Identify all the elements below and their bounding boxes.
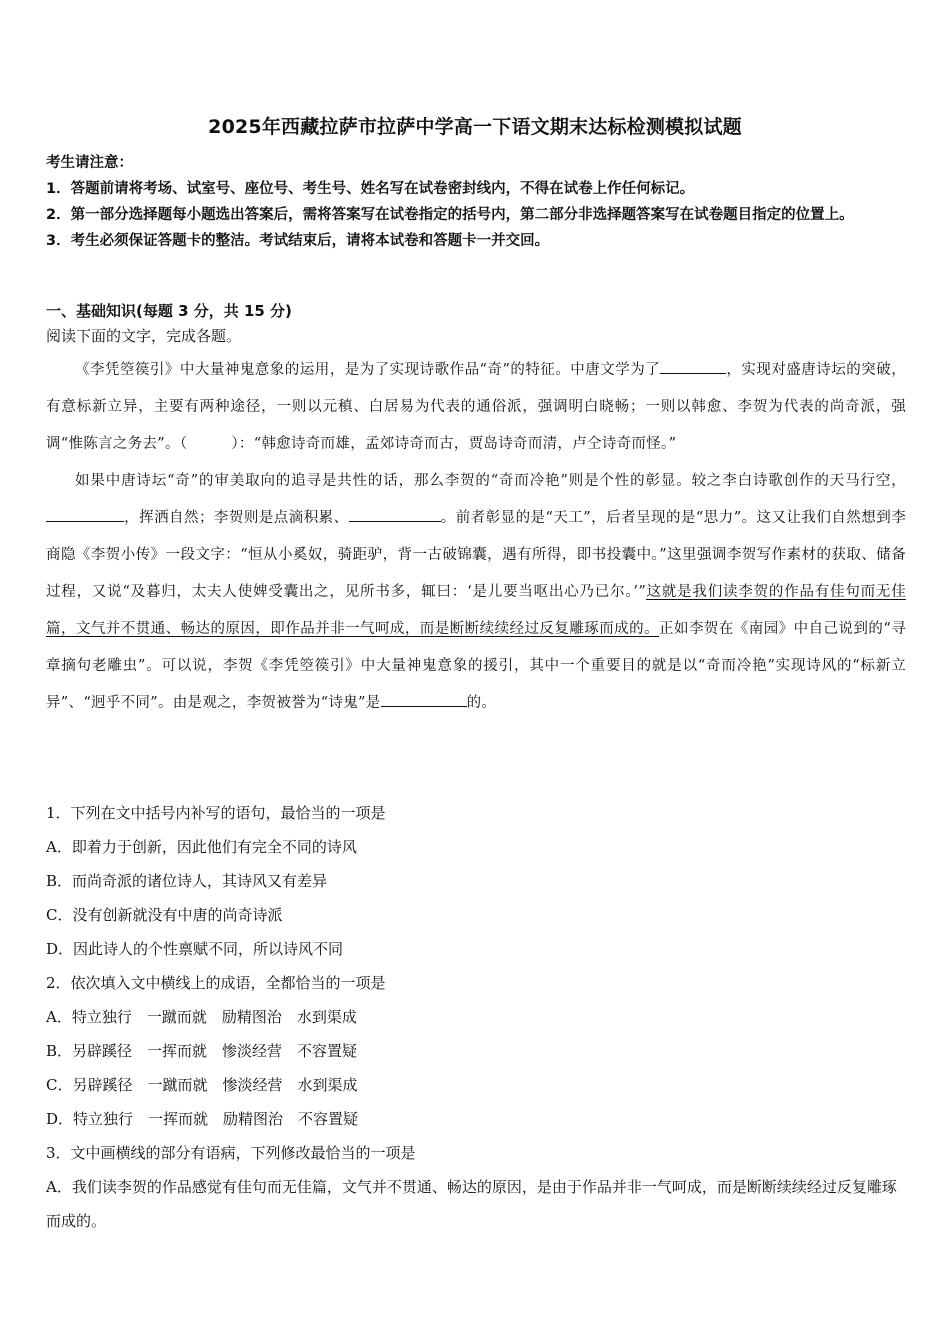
- fill-blank: [46, 507, 124, 522]
- fill-blank: [660, 359, 726, 374]
- section-intro: 阅读下面的文字，完成各题。: [46, 327, 242, 345]
- question-option: D．因此诗人的个性禀赋不同，所以诗风不同: [46, 940, 344, 958]
- question-option: A．特立独行 一蹴而就 励精图治 水到渠成: [46, 1008, 357, 1026]
- section-heading: 一、基础知识(每题 3 分，共 15 分): [46, 302, 292, 320]
- question-option: A．即着力于创新，因此他们有完全不同的诗风: [46, 838, 357, 856]
- notice-item: 1．答题前请将考场、试室号、座位号、考生号、姓名写在试卷密封线内，不得在试卷上作任何标记。: [46, 181, 695, 197]
- question-list: [46, 796, 906, 1238]
- passage-text: 的。: [466, 695, 497, 711]
- underlined-sentence: 这就是我们读李贺的作品有佳句而无佳篇，文气并不贯通、畅达的原因，即作品并非一气呵成，而是断断续续经过反复雕琢而成的。: [46, 584, 906, 637]
- notice-item: 2．第一部分选择题每小题选出答案后，需将答案写在试卷指定的括号内，第二部分非选择题答案写在试卷题目指定的位置上。: [46, 207, 854, 223]
- passage-text: 如果中唐诗坛“奇”的审美取向的追寻是共性的话，那么李贺的“奇而冷艳”则是个性的彰显。较之李白诗歌创作的天马行空，: [75, 473, 906, 489]
- passage-paragraph-2: [46, 463, 906, 722]
- question-option: C．没有创新就没有中唐的尚奇诗派: [46, 906, 283, 924]
- question-stem: 3．文中画横线的部分有语病，下列修改最恰当的一项是: [46, 1144, 416, 1162]
- question-stem: 1．下列在文中括号内补写的语句，最恰当的一项是: [46, 804, 386, 822]
- passage-paragraph-1: [46, 352, 906, 463]
- passage-text: 正如李贺在《南园》中自己说到的“寻章摘句老雕虫”。可以说，李贺《李凭箜篌引》中大量神鬼意象的援引，其中一个重要目的就是以“奇而冷艳”实现诗风的“标新立异”、“迥乎不同”。由是观之，李贺被誉为“诗鬼”是: [46, 621, 906, 711]
- question-option: B．另辟蹊径 一挥而就 惨淡经营 不容置疑: [46, 1042, 358, 1060]
- passage-text: ，实现对盛唐诗坛的突破，有意标新立异，主要有两种途径，一则以元稹、白居易为代表的通俗派，强调明白晓畅；一则以韩愈、李贺为代表的尚奇派，强调“惟陈言之务去”。（: [46, 362, 906, 452]
- fill-blank: [381, 692, 467, 707]
- question-stem: 2．依次填入文中横线上的成语，全都恰当的一项是: [46, 974, 386, 992]
- question-option: A．我们读李贺的作品感觉有佳句而无佳篇，文气并不贯通、畅达的原因，是由于作品并非一气呵成，而是断断续续经过反复雕琢而成的。: [46, 1178, 897, 1230]
- fill-blank: [349, 507, 441, 522]
- passage-text: 《李凭箜篌引》中大量神鬼意象的运用，是为了实现诗歌作品“奇”的特征。中唐文学为了: [75, 362, 661, 378]
- passage-text: 。前者彰显的是“天工”，后者呈现的是“思力”。这又让我们自然想到李商隐《李贺小传》一段文字：“恒从小奚奴，骑距驴，背一古破锦囊，遇有所得，即书投囊中。”这里强调李贺写作素材的获取、储备过程，又说“及暮归，太夫人使婢受囊出之，见所书多，辄曰：‘是儿要当呕出心乃已尔。’”: [46, 510, 906, 600]
- notice-block: [46, 150, 906, 254]
- question-option: C．另辟蹊径 一蹴而就 惨淡经营 水到渠成: [46, 1076, 358, 1094]
- passage-text: ，挥洒自然；李贺则是点滴积累、: [124, 510, 349, 526]
- question-option: D．特立独行 一挥而就 励精图治 不容置疑: [46, 1110, 359, 1128]
- passage-text: ）：“韩愈诗奇而雄，孟郊诗奇而古，贾岛诗奇而清，卢仝诗奇而怪。”: [231, 436, 677, 452]
- reading-passage: [46, 352, 906, 722]
- notice-heading: 考生请注意：: [46, 155, 133, 171]
- notice-item: 3．考生必须保证答题卡的整洁。考试结束后，请将本试卷和答题卡一并交回。: [46, 233, 550, 249]
- page-title: 2025年西藏拉萨市拉萨中学高一下语文期末达标检测模拟试题: [208, 116, 742, 138]
- question-option: B．而尚奇派的诸位诗人，其诗风又有差异: [46, 872, 328, 890]
